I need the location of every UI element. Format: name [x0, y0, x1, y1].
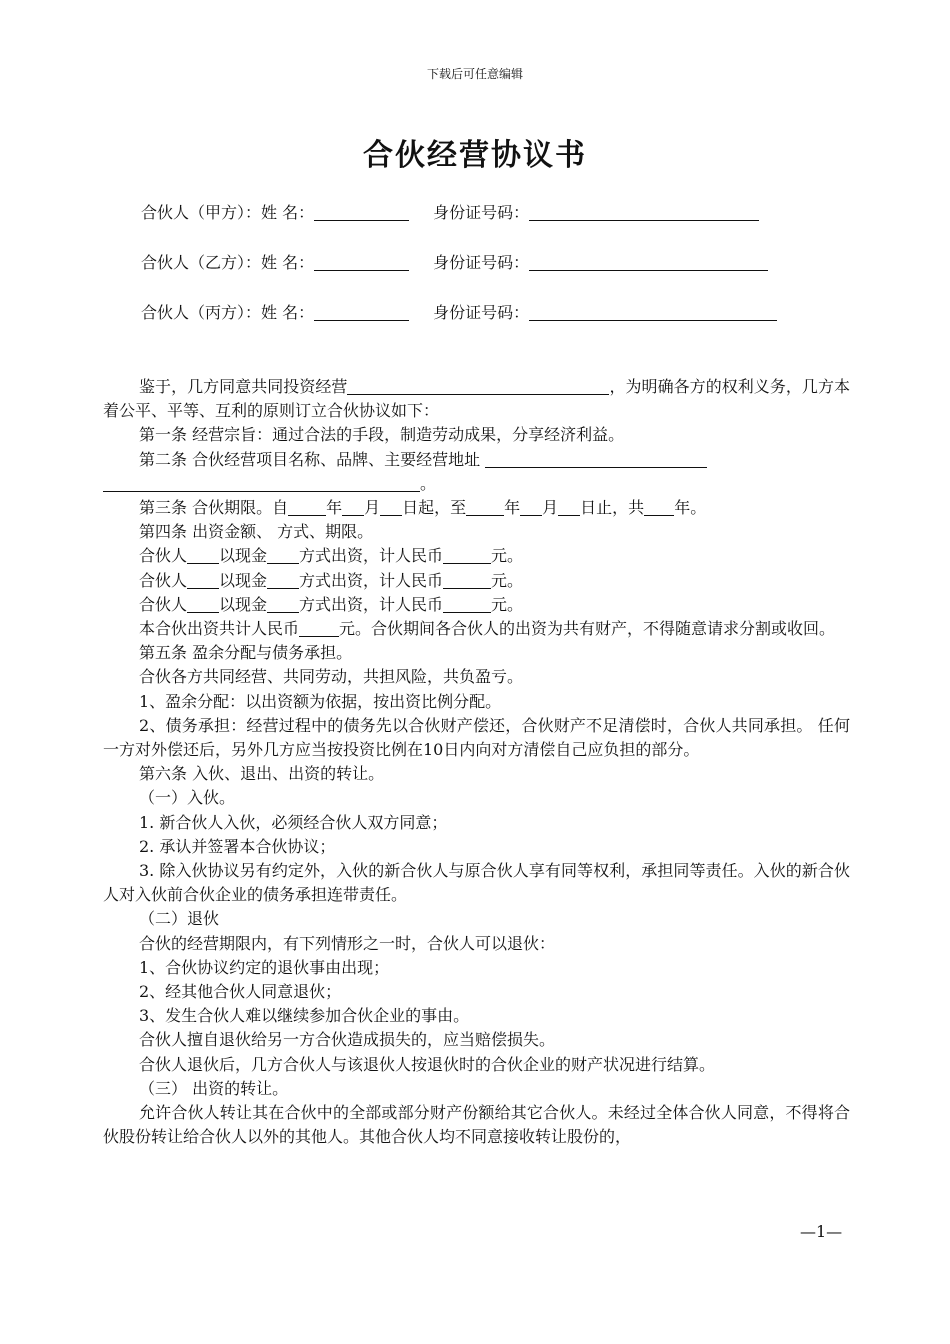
article-6: 第六条 入伙、退出、出资的转让。	[139, 764, 385, 784]
party-b-row	[141, 252, 768, 274]
debt-bearing: 2、债务承担：经营过程中的债务先以合伙财产偿还，合伙财产不足清偿时，合伙人共同承担。 任何一方对外偿还后，另外几方应当按投资比例在10日内向对方清偿自己应负担的部分。	[103, 715, 850, 760]
section-withdrawal: （二）退伙	[139, 909, 220, 929]
end-year-blank[interactable]	[466, 499, 504, 516]
party-a-row	[141, 202, 759, 224]
party-c-row	[141, 302, 777, 324]
admission-item-1: 1. 新合伙人入伙，必须经合伙人双方同意；	[139, 812, 448, 832]
party-a-id-blank[interactable]	[529, 204, 759, 221]
project-blank-2[interactable]	[103, 475, 420, 492]
contrib-name-blank[interactable]	[187, 596, 219, 613]
profit-distribution: 1、盈余分配：以出资额为依据，按出资比例分配。	[139, 691, 502, 711]
article-5-para: 合伙各方共同经营、共同劳动，共担风险，共负盈亏。	[139, 667, 524, 687]
party-a-name-blank[interactable]	[314, 204, 409, 221]
contrib-amount-blank[interactable]	[443, 547, 491, 564]
total-amount-blank[interactable]	[299, 620, 339, 637]
end-day-blank[interactable]	[558, 499, 580, 516]
admission-item-3: 3. 除入伙协议另有约定外，入伙的新合伙人与原合伙人享有同等权利，承担同等责任。入伙的新合伙人对入伙前合伙企业的债务承担连带责任。	[103, 861, 850, 905]
transfer-para: 允许合伙人转让其在合伙中的全部或部分财产份额给其它合伙人。未经过全体合伙人同意，不得将合伙股份转让给合伙人以外的其他人。其他合伙人均不同意接收转让股份的，	[103, 1103, 850, 1147]
article-3: 第三条 合伙期限。自 年 月 日起，至 年 月 日止，共 年。	[139, 498, 707, 518]
withdrawal-intro: 合伙的经营期限内，有下列情形之一时，合伙人可以退伙：	[139, 933, 556, 953]
admission-item-2: 2. 承认并签署本合伙协议；	[139, 836, 336, 856]
party-c-label: 合伙人（丙方）：姓 名：	[141, 303, 315, 322]
party-b-label: 合伙人（乙方）：姓 名：	[141, 253, 315, 272]
business-name-blank[interactable]	[347, 378, 609, 395]
contrib-amount-blank[interactable]	[443, 572, 491, 589]
start-month-blank[interactable]	[342, 499, 364, 516]
withdrawal-item-3: 3、发生合伙人难以继续参加合伙企业的事由。	[139, 1006, 470, 1026]
agreement-body	[103, 375, 850, 1150]
contrib-method-blank[interactable]	[267, 572, 299, 589]
article-2-cont: 。	[103, 472, 850, 496]
party-a-label: 合伙人（甲方）：姓 名：	[141, 203, 315, 222]
start-year-blank[interactable]	[288, 499, 326, 516]
party-a-id-label: 身份证号码：	[433, 203, 530, 222]
header-note: 下载后可任意编辑	[426, 67, 523, 81]
party-c-name-blank[interactable]	[314, 304, 409, 321]
article-1: 第一条 经营宗旨：通过合法的手段，制造劳动成果，分享经济利益。	[139, 425, 625, 445]
article-5: 第五条 盈余分配与债务承担。	[139, 643, 353, 663]
contribution-row: 合伙人 以现金 方式出资，计人民币 元。	[139, 546, 524, 566]
contrib-method-blank[interactable]	[267, 596, 299, 613]
party-b-id-blank[interactable]	[529, 254, 768, 271]
withdrawal-settlement: 合伙人退伙后，几方合伙人与该退伙人按退伙时的合伙企业的财产状况进行结算。	[139, 1054, 716, 1074]
document-title: 合伙经营协议书	[363, 138, 587, 173]
withdrawal-item-2: 2、经其他合伙人同意退伙；	[139, 982, 342, 1002]
section-admission: （一）入伙。	[139, 788, 236, 808]
project-blank-1[interactable]	[485, 451, 707, 468]
end-month-blank[interactable]	[520, 499, 542, 516]
total-years-blank[interactable]	[644, 499, 674, 516]
contrib-name-blank[interactable]	[187, 547, 219, 564]
total-contribution: 本合伙出资共计人民币 元。合伙期间各合伙人的出资为共有财产，不得随意请求分割或收回。	[139, 619, 836, 639]
contribution-row: 合伙人 以现金 方式出资，计人民币 元。	[139, 594, 524, 614]
contrib-name-blank[interactable]	[187, 572, 219, 589]
start-day-blank[interactable]	[380, 499, 402, 516]
party-b-id-label: 身份证号码：	[433, 253, 530, 272]
preamble: 鉴于，几方同意共同投资经营 ，为明确各方的权利义务，几方本着公平、平等、互利的原则订立合伙协议如下：	[103, 377, 850, 421]
contrib-amount-blank[interactable]	[443, 596, 491, 613]
page-number: —1—	[800, 1222, 843, 1241]
party-c-id-label: 身份证号码：	[433, 303, 530, 322]
article-4: 第四条 出资金额、 方式、期限。	[139, 522, 374, 542]
contribution-row: 合伙人 以现金 方式出资，计人民币 元。	[139, 570, 524, 590]
contrib-method-blank[interactable]	[267, 547, 299, 564]
withdrawal-item-1: 1、合伙协议约定的退伙事由出现；	[139, 957, 390, 977]
withdrawal-damages: 合伙人擅自退伙给另一方合伙造成损失的，应当赔偿损失。	[139, 1030, 556, 1050]
article-2: 第二条 合伙经营项目名称、品牌、主要经营地址	[103, 448, 850, 472]
section-transfer: （三） 出资的转让。	[139, 1078, 289, 1098]
party-c-id-blank[interactable]	[529, 304, 777, 321]
party-b-name-blank[interactable]	[314, 254, 409, 271]
